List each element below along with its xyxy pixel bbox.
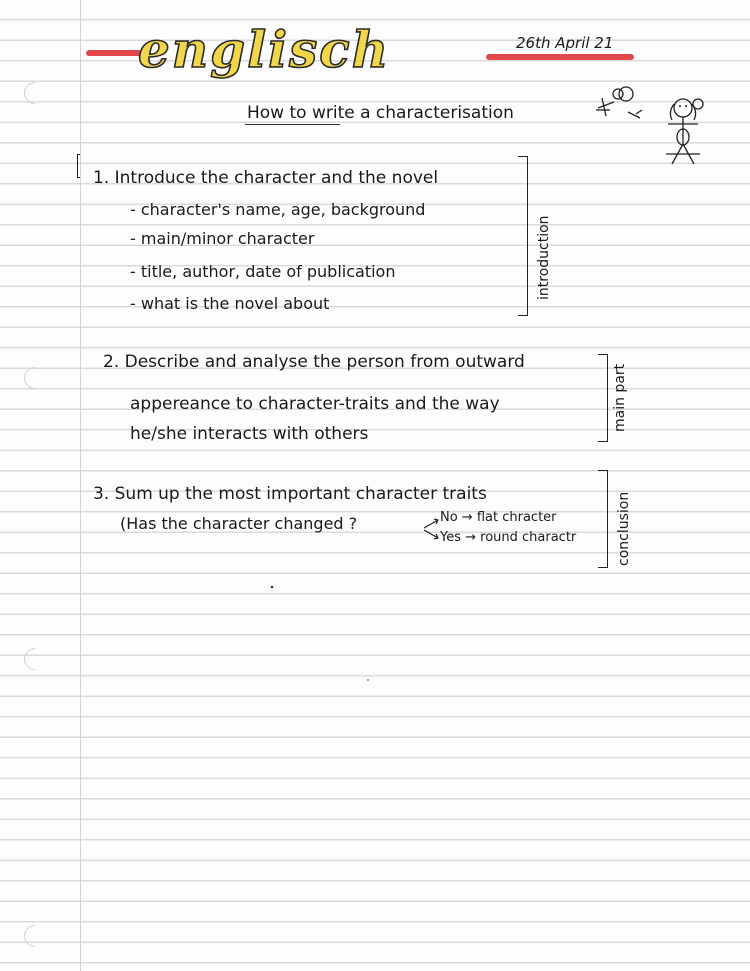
section1-bullet: - title, author, date of publication: [130, 262, 396, 281]
section1-bullet: - character's name, age, background: [130, 200, 426, 219]
section3-label: conclusion: [616, 491, 632, 566]
section1-label: introduction: [536, 215, 552, 300]
section2-line: appereance to character-traits and the way: [130, 394, 500, 414]
section2-line: he/she interacts with others: [130, 424, 369, 444]
section3-answer-yes: Yes → round charactr: [440, 530, 577, 545]
section3-question: (Has the character changed ?: [120, 514, 358, 533]
section3-heading: 3. Sum up the most important character traits: [93, 484, 487, 504]
section3-answer-no: No → flat chracter: [440, 510, 557, 525]
section2-line: 2. Describe and analyse the person from outward: [103, 352, 525, 372]
page-title: englisch: [138, 20, 391, 79]
section1-bullet: - main/minor character: [130, 229, 315, 248]
section2-label: main part: [612, 363, 628, 432]
section1-heading: 1. Introduce the character and the novel: [93, 168, 439, 188]
section1-bullet: - what is the novel about: [130, 294, 330, 313]
subtitle: How to write a characterisation: [247, 103, 514, 123]
date: 26th April 21: [516, 34, 614, 52]
